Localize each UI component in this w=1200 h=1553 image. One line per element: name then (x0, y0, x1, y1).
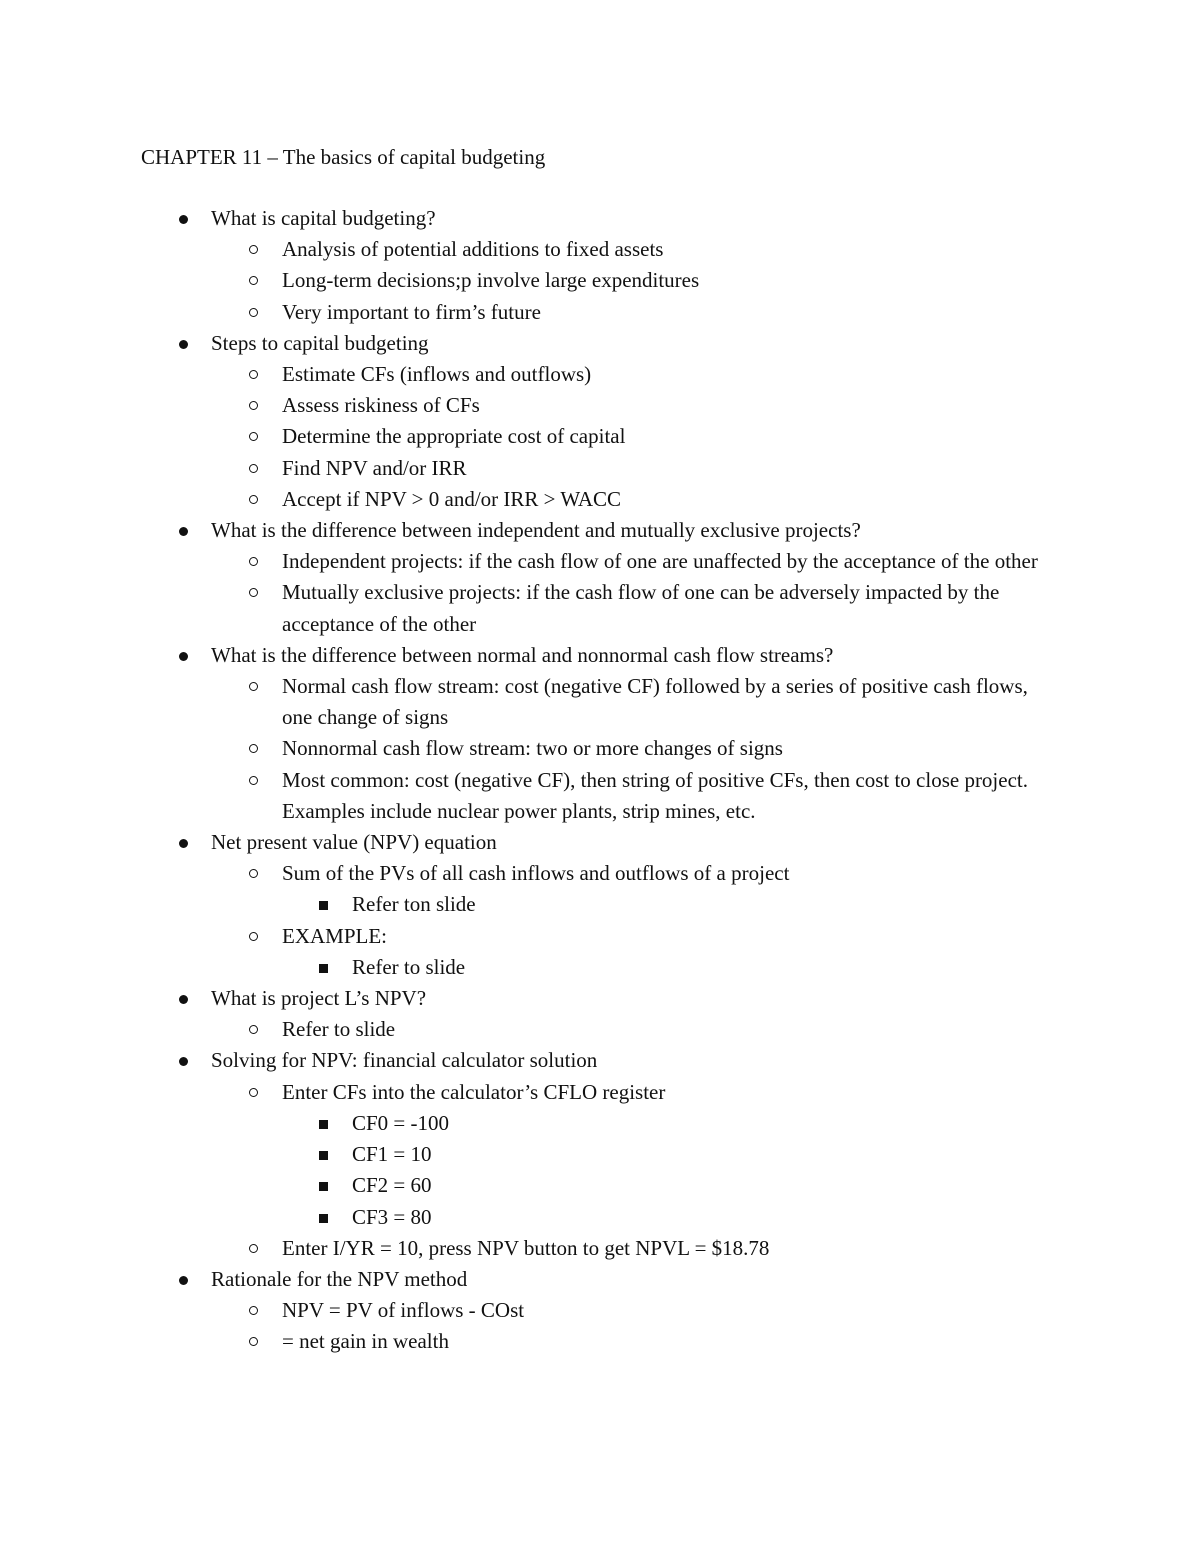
sub-list (0, 1077, 1200, 1264)
bullet-text: Steps to capital budgeting (211, 330, 429, 355)
sub-sub-bullet-text: CF2 = 60 (352, 1173, 432, 1198)
filled-square-bullet-icon (319, 1120, 328, 1129)
filled-square-bullet-icon (319, 1151, 328, 1160)
sub-bullet-item (0, 577, 1200, 639)
sub-bullet-item (0, 297, 1200, 328)
sub-list (0, 671, 1200, 827)
sub-bullet-text: Most common: cost (negative CF), then string of positive CFs, then cost to close project. Examples include nuclear power plants, strip mines, etc. (282, 767, 1028, 823)
filled-circle-bullet-icon (179, 652, 188, 661)
sub-sub-bullet-item (0, 1139, 1200, 1170)
hollow-circle-bullet-icon (249, 464, 258, 473)
page-title: CHAPTER 11 – The basics of capital budgeting (141, 145, 546, 169)
sub-bullet-text: Independent projects: if the cash flow of one are unaffected by the acceptance of the other (282, 549, 1038, 574)
notes-outline (0, 203, 1200, 1358)
sub-sub-bullet-text: CF0 = -100 (352, 1110, 450, 1135)
bullet-text: What is the difference between independent and mutually exclusive projects? (211, 518, 861, 543)
filled-circle-bullet-icon (179, 215, 188, 224)
bullet-text: Net present value (NPV) equation (211, 830, 497, 855)
filled-circle-bullet-icon (179, 839, 188, 848)
bullet-item (0, 328, 1200, 515)
bullet-item (0, 640, 1200, 827)
sub-bullet-text: Determine the appropriate cost of capital (282, 424, 626, 449)
sub-list (0, 858, 1200, 983)
sub-list (0, 1014, 1200, 1045)
sub-bullet-text: Estimate CFs (inflows and outflows) (282, 362, 592, 387)
sub-sub-list (0, 952, 1200, 983)
filled-square-bullet-icon (319, 1214, 328, 1223)
sub-sub-bullet-text: Refer to slide (352, 954, 466, 979)
hollow-circle-bullet-icon (249, 1244, 258, 1253)
bullet-text: Solving for NPV: financial calculator solution (211, 1048, 598, 1073)
sub-bullet-item (0, 1077, 1200, 1233)
sub-list (0, 234, 1200, 328)
sub-sub-bullet-item (0, 1202, 1200, 1233)
sub-bullet-text: Sum of the PVs of all cash inflows and outflows of a project (282, 861, 790, 886)
sub-bullet-item (0, 421, 1200, 452)
bullet-item (0, 1264, 1200, 1358)
filled-circle-bullet-icon (179, 995, 188, 1004)
bullet-item (0, 203, 1200, 328)
sub-bullet-item (0, 234, 1200, 265)
sub-bullet-text: Nonnormal cash flow stream: two or more changes of signs (282, 736, 783, 761)
hollow-circle-bullet-icon (249, 370, 258, 379)
sub-bullet-item (0, 1233, 1200, 1264)
bullet-item (0, 515, 1200, 640)
sub-bullet-text: Mutually exclusive projects: if the cash flow of one can be adversely impacted by the acceptance of the other (282, 580, 1000, 636)
sub-bullet-text: Assess riskiness of CFs (282, 393, 480, 418)
bullet-item (0, 1045, 1200, 1263)
sub-bullet-item (0, 359, 1200, 390)
sub-bullet-item (0, 1326, 1200, 1357)
sub-bullet-text: Long-term decisions;p involve large expenditures (282, 268, 700, 293)
sub-sub-bullet-item (0, 889, 1200, 920)
sub-sub-bullet-item (0, 952, 1200, 983)
filled-circle-bullet-icon (179, 1276, 188, 1285)
filled-circle-bullet-icon (179, 340, 188, 349)
sub-sub-list (0, 889, 1200, 920)
sub-list (0, 546, 1200, 640)
sub-bullet-text: EXAMPLE: (282, 923, 387, 948)
sub-bullet-text: Normal cash flow stream: cost (negative CF) followed by a series of positive cash flows, one change of signs (282, 674, 1028, 730)
hollow-circle-bullet-icon (249, 308, 258, 317)
sub-bullet-text: Very important to firm’s future (282, 299, 541, 324)
sub-bullet-item (0, 265, 1200, 296)
sub-sub-bullet-text: CF3 = 80 (352, 1204, 432, 1229)
hollow-circle-bullet-icon (249, 932, 258, 941)
sub-sub-list (0, 1108, 1200, 1233)
sub-bullet-text: Accept if NPV > 0 and/or IRR > WACC (282, 486, 622, 511)
hollow-circle-bullet-icon (249, 682, 258, 691)
sub-sub-bullet-text: CF1 = 10 (352, 1142, 432, 1167)
sub-bullet-item (0, 921, 1200, 983)
filled-square-bullet-icon (319, 964, 328, 973)
sub-bullet-text: Find NPV and/or IRR (282, 455, 467, 480)
sub-bullet-item (0, 733, 1200, 764)
hollow-circle-bullet-icon (249, 1088, 258, 1097)
bullet-item (0, 983, 1200, 1045)
sub-bullet-item (0, 390, 1200, 421)
sub-bullet-text: Enter CFs into the calculator’s CFLO register (282, 1079, 666, 1104)
sub-bullet-item (0, 1014, 1200, 1045)
sub-bullet-item (0, 546, 1200, 577)
sub-sub-bullet-item (0, 1108, 1200, 1139)
filled-square-bullet-icon (319, 1182, 328, 1191)
sub-list (0, 359, 1200, 515)
sub-bullet-text: Enter I/YR = 10, press NPV button to get NPVL = $18.78 (282, 1235, 770, 1260)
bullet-text: Rationale for the NPV method (211, 1266, 468, 1291)
bullet-text: What is project L’s NPV? (211, 986, 427, 1011)
sub-bullet-text: Refer to slide (282, 1017, 396, 1042)
sub-bullet-text: NPV = PV of inflows - COst (282, 1298, 525, 1323)
filled-circle-bullet-icon (179, 527, 188, 536)
hollow-circle-bullet-icon (249, 776, 258, 785)
filled-square-bullet-icon (319, 901, 328, 910)
bullet-text: What is the difference between normal and nonnormal cash flow streams? (211, 642, 834, 667)
sub-bullet-text: = net gain in wealth (282, 1329, 449, 1354)
sub-bullet-item (0, 671, 1200, 733)
sub-sub-bullet-text: Refer ton slide (352, 892, 476, 917)
sub-bullet-item (0, 453, 1200, 484)
sub-bullet-item (0, 765, 1200, 827)
bullet-text: What is capital budgeting? (211, 206, 436, 230)
sub-bullet-text: Analysis of potential additions to fixed assets (282, 237, 664, 262)
sub-list (0, 1295, 1200, 1357)
sub-bullet-item (0, 484, 1200, 515)
sub-sub-bullet-item (0, 1170, 1200, 1201)
hollow-circle-bullet-icon (249, 495, 258, 504)
bullet-item (0, 827, 1200, 983)
sub-bullet-item (0, 1295, 1200, 1326)
sub-bullet-item (0, 858, 1200, 920)
